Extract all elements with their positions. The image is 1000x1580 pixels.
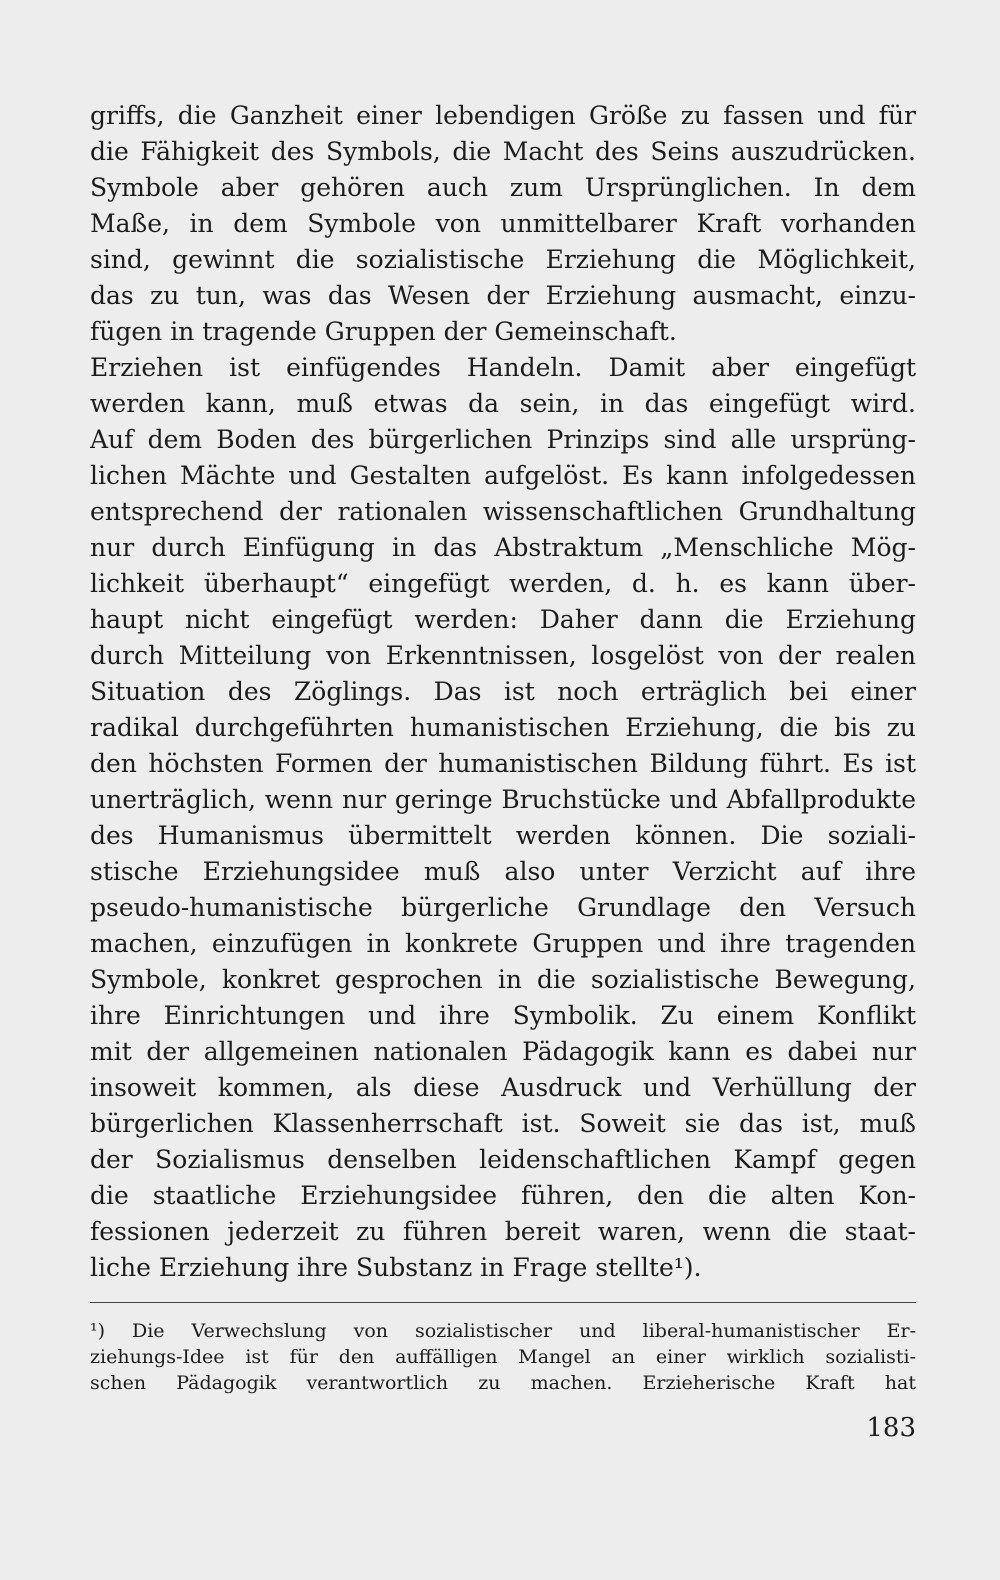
text-line: Symbole, konkret gesprochen in die sozialistische Bewegung, [90, 965, 916, 994]
text-line: radikal durchgeführten humanistischen Erziehung, die bis zu [90, 713, 916, 742]
text-line: unerträglich, wenn nur geringe Bruchstücke und Abfallprodukte [90, 785, 916, 814]
text-line: bürgerlichen Klassenherrschaft ist. Soweit sie das ist, muß [90, 1109, 916, 1138]
text-line: ihre Einrichtungen und ihre Symbolik. Zu einem Konflikt [90, 1001, 916, 1030]
text-line: des Humanismus übermittelt werden können. Die soziali- [90, 821, 916, 850]
text-line: werden kann, muß etwas da sein, in das eingefügt wird. [90, 389, 916, 418]
text-line: nur durch Einfügung in das Abstraktum „Menschliche Mög- [90, 533, 916, 562]
text-line: fügen in tragende Gruppen der Gemeinschaft. [90, 317, 677, 346]
page-number: 183 [866, 1413, 916, 1443]
text-line: entsprechend der rationalen wissenschaftlichen Grundhaltung [90, 497, 916, 526]
text-line: pseudo-humanistische bürgerliche Grundlage den Versuch [90, 893, 916, 922]
text-line: griffs, die Ganzheit einer lebendigen Größe zu fassen und für [90, 101, 916, 130]
text-line: Situation des Zöglings. Das ist noch erträglich bei einer [90, 677, 916, 706]
footnote-line: schen Pädagogik verantwortlich zu machen. Erzieherische Kraft hat [90, 1372, 916, 1394]
text-line: die staatliche Erziehungsidee führen, den die alten Kon- [90, 1181, 916, 1210]
text-line: liche Erziehung ihre Substanz in Frage stellte¹). [90, 1253, 702, 1282]
text-line: Maße, in dem Symbole von unmittelbarer Kraft vorhanden [90, 209, 916, 238]
text-line: mit der allgemeinen nationalen Pädagogik kann es dabei nur [90, 1037, 916, 1066]
text-line: fessionen jederzeit zu führen bereit waren, wenn die staat- [90, 1217, 916, 1246]
text-line: Auf dem Boden des bürgerlichen Prinzips sind alle ursprüng- [90, 425, 916, 454]
text-line: Symbole aber gehören auch zum Ursprünglichen. In dem [90, 173, 916, 202]
text-line: das zu tun, was das Wesen der Erziehung ausmacht, einzu- [90, 281, 916, 310]
text-line: den höchsten Formen der humanistischen Bildung führt. Es ist [90, 749, 916, 778]
text-line: der Sozialismus denselben leidenschaftlichen Kampf gegen [90, 1145, 916, 1174]
footnote-line: ziehungs-Idee ist für den auffälligen Mangel an einer wirklich sozialisti- [90, 1346, 916, 1368]
text-line: die Fähigkeit des Symbols, die Macht des Seins auszudrücken. [90, 137, 916, 166]
footnote-line: ¹) Die Verwechslung von sozialistischer und liberal-humanistischer Er- [90, 1320, 916, 1342]
text-line: lichen Mächte und Gestalten aufgelöst. Es kann infolgedessen [90, 461, 916, 490]
footnote-rule [90, 1302, 916, 1303]
body-text [90, 98, 916, 1286]
text-line: sind, gewinnt die sozialistische Erziehung die Möglichkeit, [90, 245, 916, 274]
footnote [90, 1318, 916, 1396]
text-line: machen, einzufügen in konkrete Gruppen und ihre tragenden [90, 929, 916, 958]
text-line: Erziehen ist einfügendes Handeln. Damit aber eingefügt [90, 353, 916, 382]
text-line: durch Mitteilung von Erkenntnissen, losgelöst von der realen [90, 641, 916, 670]
text-line: haupt nicht eingefügt werden: Daher dann die Erziehung [90, 605, 916, 634]
text-line: lichkeit überhaupt“ eingefügt werden, d. h. es kann über- [90, 569, 916, 598]
text-line: insoweit kommen, als diese Ausdruck und Verhüllung der [90, 1073, 916, 1102]
text-line: stische Erziehungsidee muß also unter Verzicht auf ihre [90, 857, 916, 886]
